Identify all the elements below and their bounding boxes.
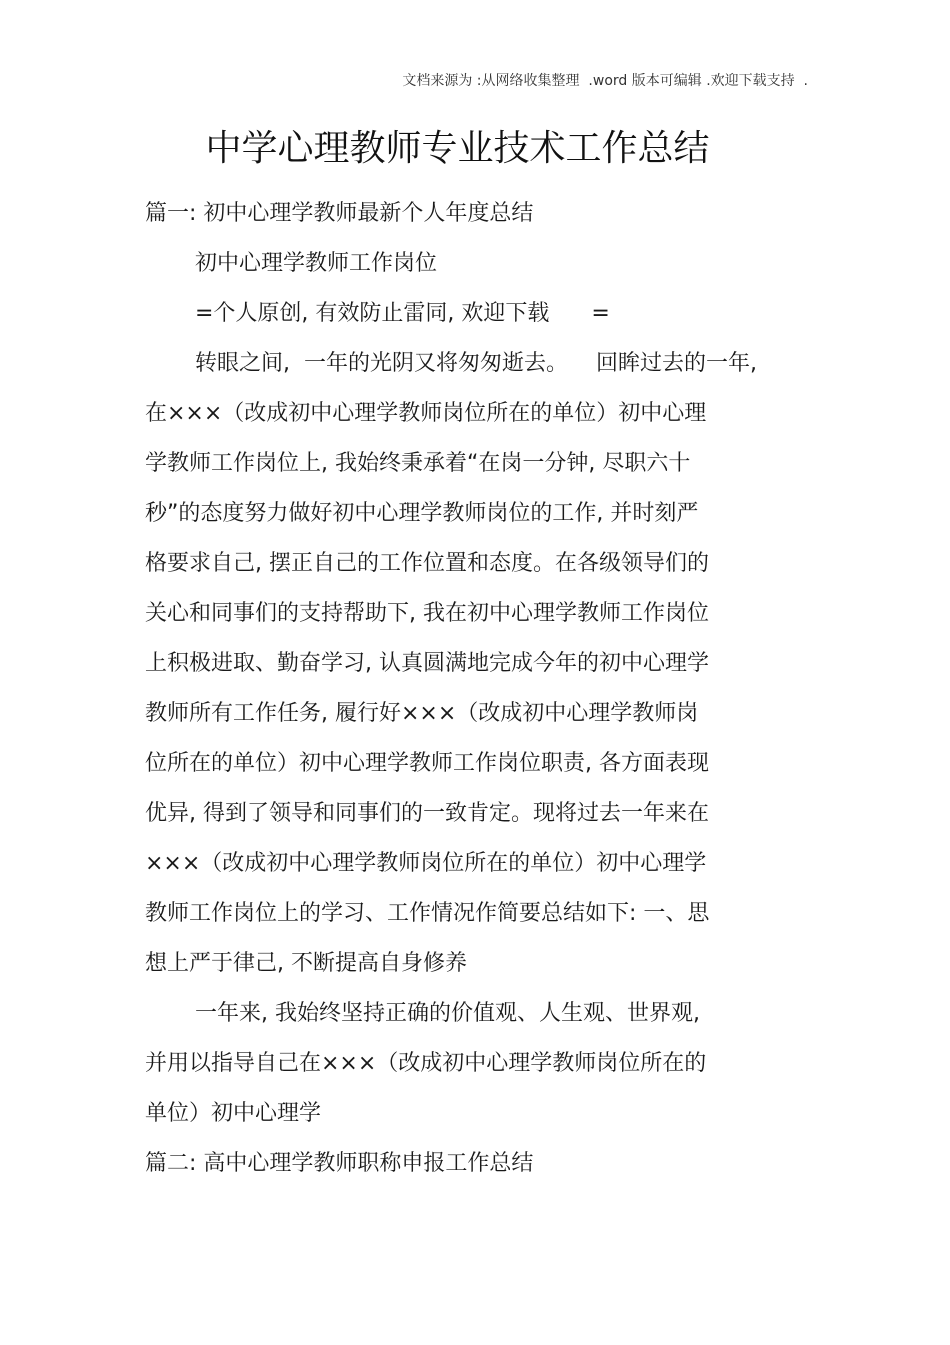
body-line: 初中心理学教师工作岗位 xyxy=(195,251,438,276)
body-line: 一年来, 我始终坚持正确的价值观、人生观、世界观, xyxy=(195,1001,700,1026)
body-line: 在×××（改成初中心理学教师岗位所在的单位）初中心理 xyxy=(145,401,707,426)
body-line: 优异, 得到了领导和同事们的一致肯定。现将过去一年来在 xyxy=(145,801,709,826)
body-line: 位所在的单位）初中心理学教师工作岗位职责, 各方面表现 xyxy=(145,751,709,776)
body-line: 并用以指导自己在×××（改成初中心理学教师岗位所在的 xyxy=(145,1051,707,1076)
body-line: 想上严于律己, 不断提高自身修养 xyxy=(145,951,467,976)
body-line: ×××（改成初中心理学教师岗位所在的单位）初中心理学 xyxy=(145,851,707,876)
body-line: 教师所有工作任务, 履行好×××（改成初中心理学教师岗 xyxy=(145,701,699,726)
body-line: =个人原创, 有效防止雷同, 欢迎下载 = xyxy=(195,301,610,326)
body-line: 上积极进取、勤奋学习, 认真圆满地完成今年的初中心理学 xyxy=(145,651,709,676)
body-line: 教师工作岗位上的学习、工作情况作简要总结如下: 一、思 xyxy=(145,901,710,926)
section-heading-2: 篇二: 高中心理学教师职称申报工作总结 xyxy=(145,1151,534,1176)
body-line: 关心和同事们的支持帮助下, 我在初中心理学教师工作岗位 xyxy=(145,601,709,626)
header-note: 文档来源为 :从网络收集整理 .word 版本可编辑 .欢迎下载支持 . xyxy=(402,73,808,89)
body-line: 转眼之间, 一年的光阴又将匆匆逝去。 回眸过去的一年, xyxy=(195,351,757,376)
body-line: 学教师工作岗位上, 我始终秉承着“在岗一分钟, 尽职六十 xyxy=(145,451,691,476)
document-title: 中学心理教师专业技术工作总结 xyxy=(205,128,710,169)
section-heading-1: 篇一: 初中心理学教师最新个人年度总结 xyxy=(145,201,534,226)
body-line: 秒”的态度努力做好初中心理学教师岗位的工作, 并时刻严 xyxy=(145,501,699,526)
body-line: 格要求自己, 摆正自己的工作位置和态度。在各级领导们的 xyxy=(145,551,709,576)
body-line: 单位）初中心理学 xyxy=(145,1101,322,1126)
